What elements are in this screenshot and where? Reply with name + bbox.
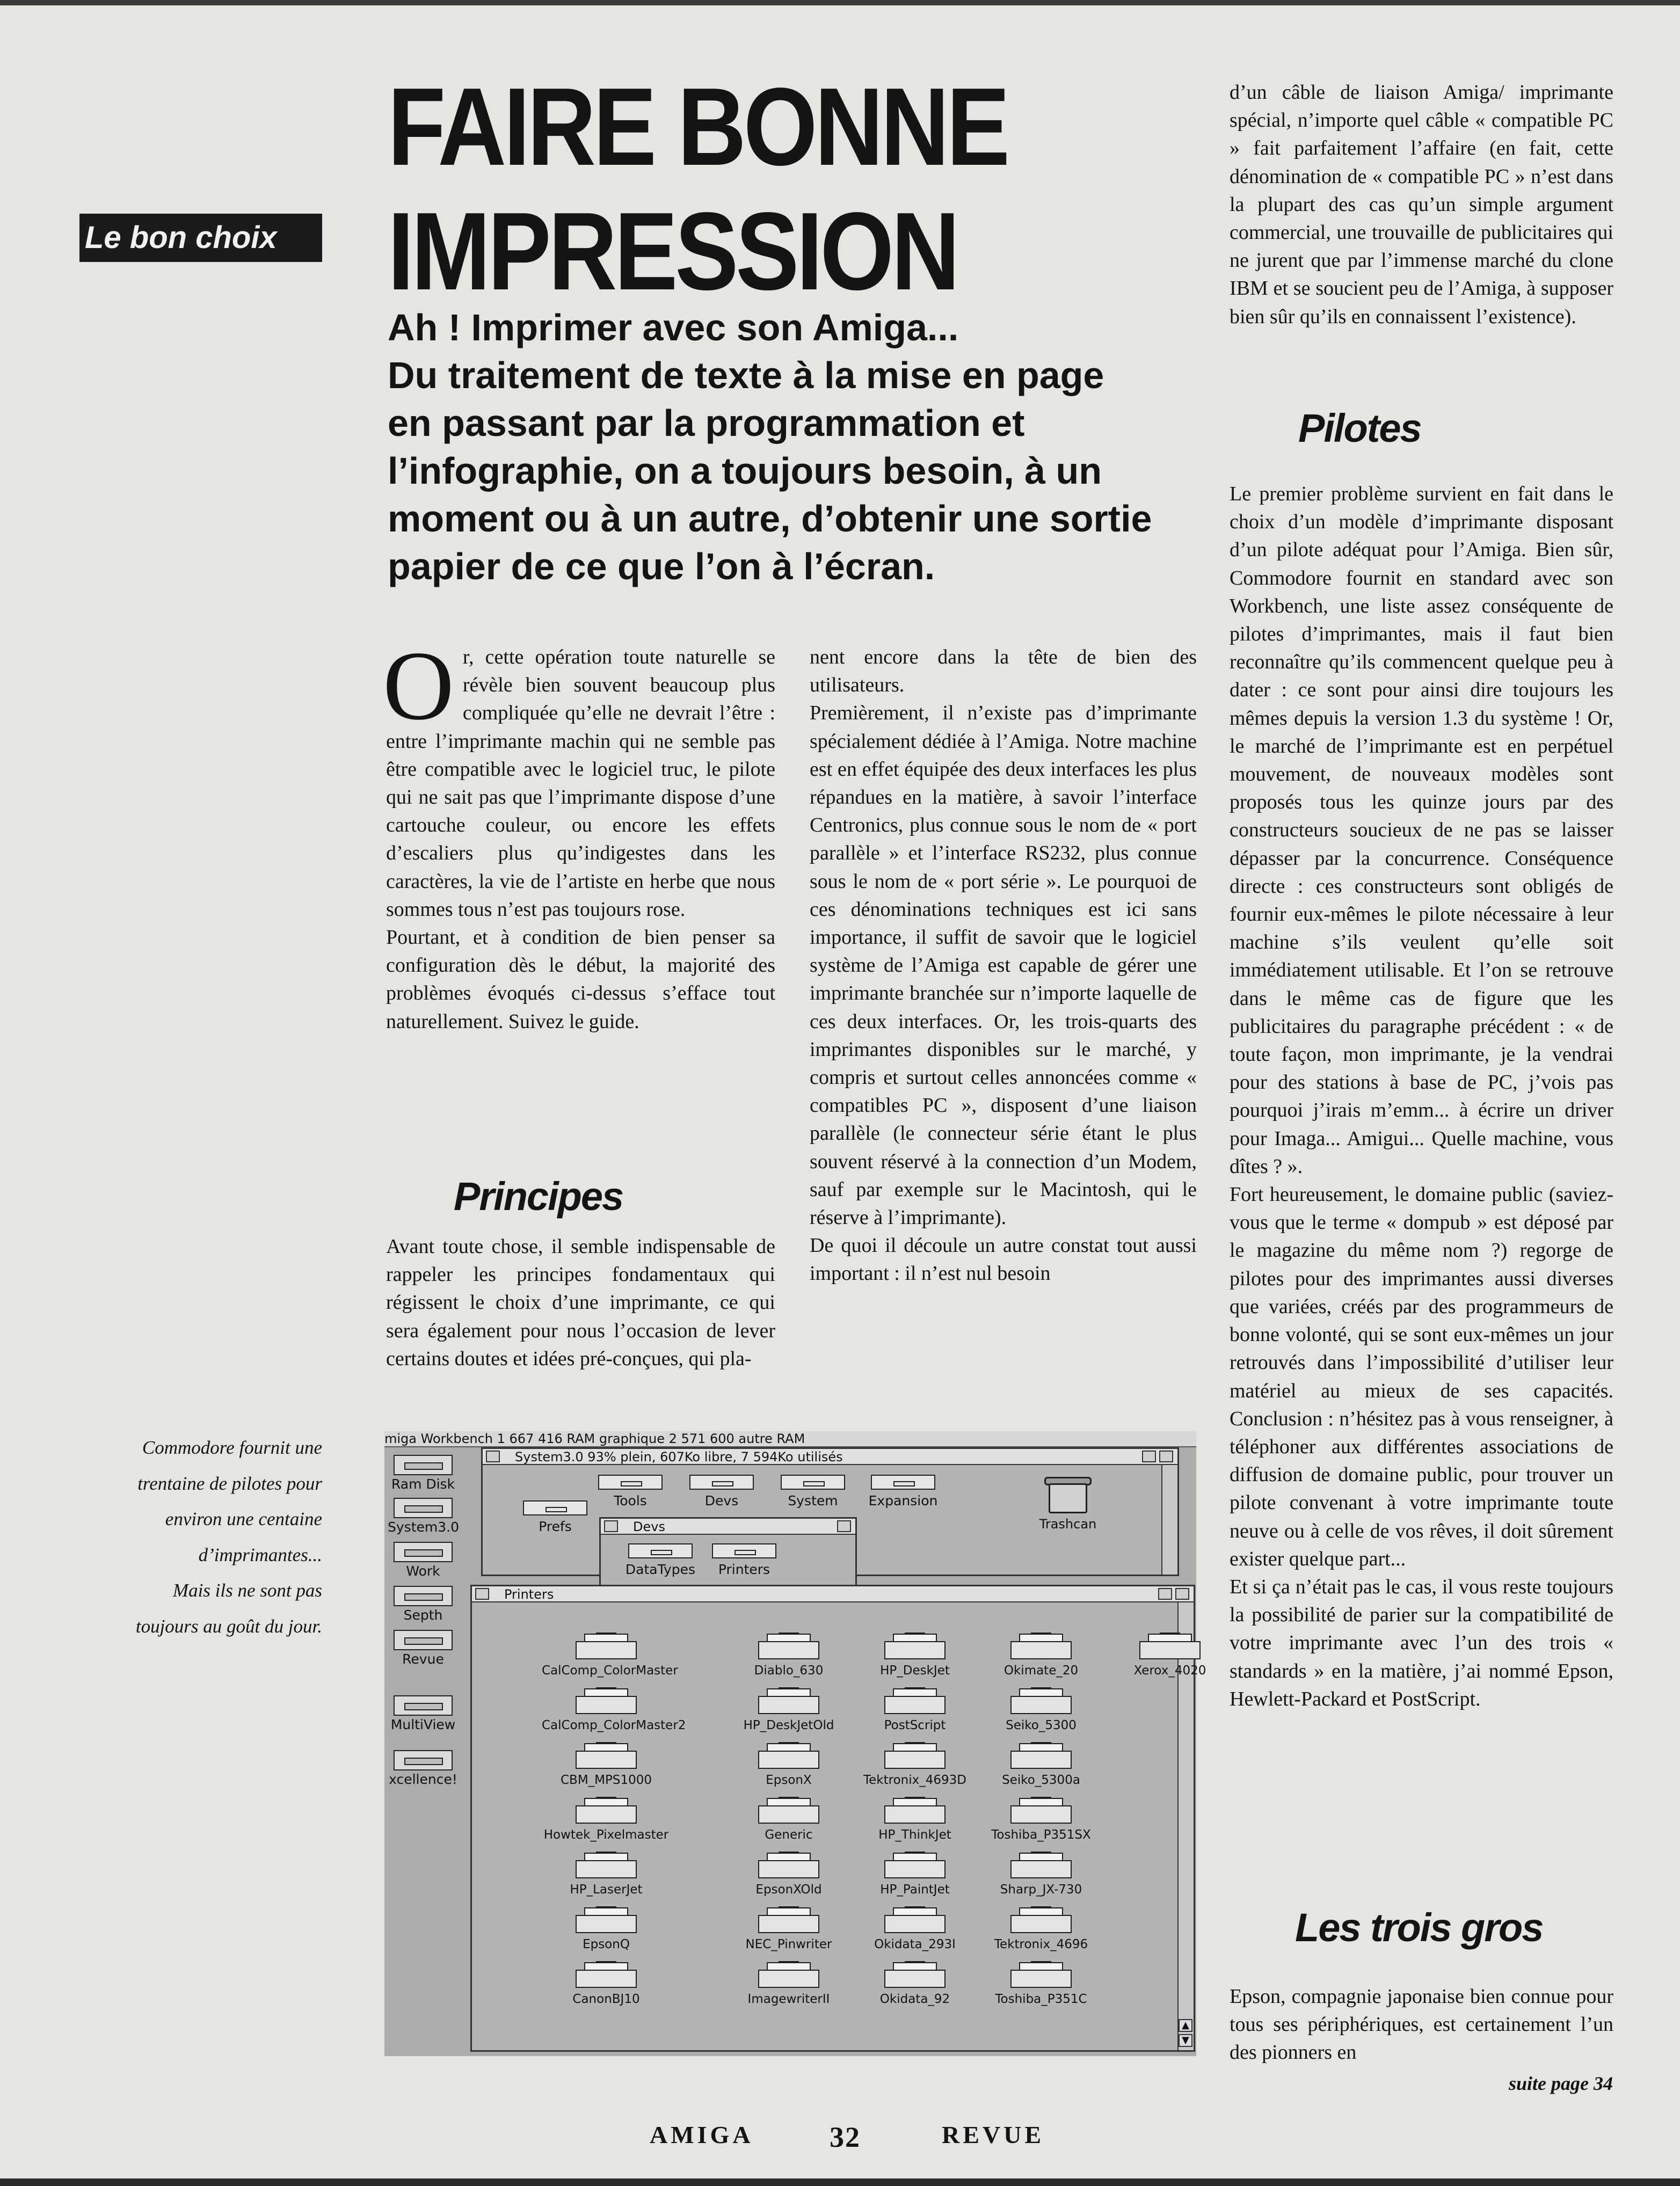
- septh-disk-icon[interactable]: [388, 1586, 459, 1623]
- printer-driver-label: CalComp_ColorMaster: [542, 1664, 678, 1678]
- footer-magazine-right: REVUE: [942, 2121, 1045, 2148]
- printer-icon: [881, 1797, 949, 1826]
- printer-icon: [1007, 1687, 1075, 1716]
- printer-driver-icon[interactable]: [542, 1906, 671, 1951]
- printer-driver-label: EpsonXOld: [755, 1883, 822, 1897]
- caption-line: d’imprimantes...: [198, 1544, 322, 1565]
- drawer-label: DataTypes: [625, 1562, 696, 1577]
- printers-window-title: Printers: [472, 1586, 1194, 1602]
- drawer-label: Expansion: [868, 1493, 938, 1509]
- printer-driver-label: Toshiba_P351C: [995, 1992, 1087, 2006]
- printer-driver-label: CanonBJ10: [572, 1992, 640, 2006]
- printer-driver-label: NEC_Pinwriter: [745, 1937, 832, 1951]
- printer-driver-label: PostScript: [884, 1718, 946, 1732]
- printer-icon: [572, 1687, 640, 1716]
- printer-driver-label: Tektronix_4693D: [863, 1773, 966, 1787]
- work-disk-icon[interactable]: [388, 1542, 459, 1579]
- printer-icon: [1007, 1852, 1075, 1881]
- printer-driver-label: HP_PaintJet: [880, 1883, 950, 1897]
- body-paragraph: Pourtant, et à condition de bien penser sa configuration dès le début, la majorité des problèmes évoqués ci-dessus s’efface tout naturellement. Suivez le guide.: [386, 926, 775, 1033]
- body-paragraph: Epson, compagnie japonaise bien connue pour tous ses périphériques, est certainement l’un des pionners en: [1230, 1985, 1613, 2064]
- printer-driver-label: EpsonQ: [583, 1937, 630, 1951]
- printer-driver-icon[interactable]: [724, 1906, 853, 1951]
- printer-driver-label: HP_ThinkJet: [878, 1828, 951, 1842]
- printer-icon: [572, 1906, 640, 1935]
- drawer-label: Printers: [718, 1562, 770, 1577]
- printer-driver-label: Seiko_5300a: [1002, 1773, 1080, 1787]
- icon-label: Revue: [402, 1651, 444, 1667]
- devs-window-title: Devs: [601, 1519, 855, 1535]
- printer-driver-label: HP_LaserJet: [570, 1883, 643, 1897]
- printer-icon: [755, 1687, 823, 1716]
- headline-line-2: IMPRESSION: [388, 190, 957, 313]
- printer-icon: [572, 1852, 640, 1881]
- expansion-drawer[interactable]: [863, 1475, 943, 1509]
- body-paragraph: Fort heureusement, le domaine public (saviez-vous que le terme « dompub » est déposé par le magazine du même nom ?) regorge de pilotes pour des imprimantes aussi diverses que variées, créés par des programmeurs de bonne volonté, qui se sont eux-mêmes un jour retrouvés dans l’impossibilité d’utiliser leur matériel au mieux de ses capacités. Conclusion : n’hésitez pas à vous renseigner, à téléphoner aux différentes associations de diffusion de domaine public, pour trouver un pilote convenant à votre imprimante toute neuve ou à celle de vos rêves, il doit sûrement exister quelque part...: [1230, 1183, 1613, 1570]
- printer-driver-icon[interactable]: [542, 1852, 671, 1897]
- printer-driver-icon[interactable]: [977, 1852, 1106, 1897]
- printer-driver-label: Seiko_5300: [1006, 1718, 1077, 1732]
- printer-driver-label: CBM_MPS1000: [560, 1773, 652, 1787]
- caption-line: Commodore fournit une: [142, 1437, 322, 1458]
- printer-icon: [755, 1906, 823, 1935]
- body-column-1-continued: [386, 1233, 775, 1373]
- standfirst-line: Ah ! Imprimer avec son Amiga...: [388, 307, 959, 348]
- printer-driver-label: Tektronix_4696: [994, 1937, 1088, 1951]
- icon-label: Septh: [403, 1607, 443, 1623]
- scroll-up-icon[interactable]: ▲: [1179, 2019, 1192, 2032]
- printer-driver-label: HP_DeskJetOld: [743, 1718, 834, 1732]
- printer-icon: [1136, 1633, 1204, 1662]
- body-paragraph: nent encore dans la tête de bien des utilisateurs.: [810, 646, 1197, 697]
- devs-window[interactable]: [599, 1517, 857, 1592]
- printers-drawer[interactable]: [704, 1543, 784, 1577]
- subhead-trois-gros: Les trois gros: [1295, 1905, 1543, 1950]
- devs-drawer[interactable]: [681, 1475, 762, 1509]
- printer-driver-icon[interactable]: [850, 1687, 979, 1732]
- body-paragraph: Premièrement, il n’existe pas d’imprimante spécialement dédiée à l’Amiga. Notre machine est en effet équipée des deux interfaces les plus répandues en la matière, à savoir l’interface Centronics, plus connue sous le nom de « port parallèle » et l’interface RS232, plus connue sous le nom de « port série ». Le pourquoi de ces dénominations techniques est ici sans importance, il suffit de savoir que le logiciel système de l’Amiga est capable de gérer une imprimante branchée sur n’importe laquelle de ces deux interfaces. Or, les trois-quarts des imprimantes disponibles sur le marché, y compris et surtout celles annoncées comme « compatibles PC », disposent d’une liaison parallèle (le connecteur série étant le plus souvent réservé à la connection d’un Modem, sauf par exemple sur le Macintosh, qui le réserve à l’imprimante).: [810, 702, 1197, 1229]
- printer-icon: [1007, 1961, 1075, 1990]
- multiview-icon[interactable]: [388, 1695, 459, 1732]
- body-paragraph: [383, 631, 775, 923]
- standfirst-line: papier de ce que l’on à l’écran.: [388, 545, 935, 587]
- printer-driver-icon[interactable]: [977, 1687, 1106, 1732]
- excellence-icon[interactable]: [388, 1750, 459, 1787]
- system-disk-icon[interactable]: [388, 1498, 459, 1535]
- drawer-label: System: [788, 1493, 838, 1509]
- ram-disk-icon[interactable]: [388, 1455, 459, 1492]
- printer-icon: [1007, 1742, 1075, 1771]
- tools-drawer[interactable]: [590, 1475, 671, 1509]
- body-column-1: [383, 631, 775, 1036]
- icon-label: System3.0: [388, 1519, 459, 1535]
- printer-icon: [1007, 1633, 1075, 1662]
- subhead-principes: Principes: [454, 1174, 623, 1219]
- printer-icon: [755, 1797, 823, 1826]
- paragraph-text: r, cette opération toute naturelle se révèle bien souvent beaucoup plus compliquée qu’elle ne devrait l’être : entre l’imprimante machin qui ne semble pas être compatible avec le logiciel truc, le pilote qui ne sait pas que l’imprimante dispose d’une cartouche couleur, ou encore les effets d’escaliers plus qu’indigestes dans les caractères, la vie de l’artiste en herbe que nous sommes tous n’est pas toujours rose.: [386, 646, 775, 921]
- printer-driver-label: Howtek_Pixelmaster: [543, 1828, 669, 1842]
- printer-driver-label: CalComp_ColorMaster2: [542, 1718, 686, 1732]
- standfirst-line: l’infographie, on a toujours besoin, à un: [388, 450, 1102, 492]
- printer-icon: [572, 1633, 640, 1662]
- prefs-drawer[interactable]: [515, 1500, 595, 1534]
- system-window-scrollbar[interactable]: [1161, 1465, 1177, 1575]
- page-top-edge: [0, 0, 1680, 5]
- printer-driver-icon[interactable]: [724, 1742, 853, 1787]
- close-gadget-icon[interactable]: [604, 1520, 618, 1532]
- figure-caption: [91, 1430, 322, 1644]
- drawer-label: Prefs: [539, 1519, 572, 1534]
- printer-driver-label: Toshiba_P351SX: [991, 1828, 1091, 1842]
- printer-driver-icon[interactable]: [542, 1961, 671, 2006]
- standfirst-line: Du traitement de texte à la mise en page: [388, 354, 1104, 396]
- icon-label: Work: [406, 1563, 440, 1579]
- body-column-2: [810, 643, 1197, 1288]
- caption-line: Mais ils ne sont pas: [172, 1580, 322, 1601]
- drawer-label: Devs: [704, 1493, 739, 1509]
- printer-driver-icon[interactable]: [850, 1906, 979, 1951]
- printer-icon: [1007, 1797, 1075, 1826]
- close-gadget-icon[interactable]: [475, 1588, 489, 1600]
- drawer-label: Tools: [614, 1493, 647, 1509]
- printer-driver-icon[interactable]: [542, 1742, 671, 1787]
- printer-driver-icon[interactable]: [850, 1797, 979, 1842]
- body-column-3-bottom: [1230, 1983, 1613, 2067]
- printer-driver-icon[interactable]: [724, 1687, 853, 1732]
- printer-icon: [755, 1852, 823, 1881]
- page-number: 32: [830, 2121, 861, 2153]
- printer-driver-icon[interactable]: [1106, 1633, 1234, 1678]
- printer-icon: [572, 1742, 640, 1771]
- subhead-pilotes: Pilotes: [1298, 406, 1421, 450]
- printer-icon: [1007, 1906, 1075, 1935]
- standfirst-line: en passant par la programmation et: [388, 402, 1025, 444]
- printer-driver-icon[interactable]: [724, 1961, 853, 2006]
- zoom-gadget-icon[interactable]: [1158, 1588, 1172, 1600]
- screen-titlebar: [384, 1431, 1196, 1447]
- printer-driver-icon[interactable]: [850, 1961, 979, 2006]
- printer-driver-icon[interactable]: [850, 1742, 979, 1787]
- printer-driver-label: Xerox_4020: [1133, 1664, 1206, 1678]
- icon-label: Ram Disk: [391, 1476, 455, 1492]
- standfirst-line: moment ou à un autre, d’obtenir une sortie: [388, 498, 1152, 540]
- body-paragraph: De quoi il découle un autre constat tout aussi important : il n’est nul besoin: [810, 1234, 1197, 1285]
- printer-driver-icon[interactable]: [542, 1687, 686, 1732]
- printer-driver-icon[interactable]: [977, 1961, 1106, 2006]
- printer-icon: [881, 1633, 949, 1662]
- headline: [388, 64, 1007, 314]
- printer-driver-label: Okimate_20: [1003, 1664, 1079, 1678]
- printer-icon: [881, 1742, 949, 1771]
- printer-driver-icon[interactable]: [542, 1797, 671, 1842]
- printers-window[interactable]: [470, 1585, 1206, 2052]
- printer-icon: [755, 1961, 823, 1990]
- workbench-screenshot: [384, 1431, 1206, 2056]
- body-paragraph: Avant toute chose, il semble indispensable de rappeler les principes fondamentaux qui régissent le choix d’une imprimante, ce qui sera également pour nous l’occasion de lever certains doutes et idées pré-conçues, qui pla-: [386, 1235, 775, 1370]
- icon-label: xcellence!: [389, 1772, 457, 1787]
- page-bottom-edge: [0, 2178, 1680, 2186]
- caption-line: trentaine de pilotes pour: [137, 1473, 322, 1494]
- datatypes-drawer[interactable]: [620, 1543, 701, 1577]
- body-paragraph: d’un câble de liaison Amiga/ imprimante spécial, n’importe quel câble « compatible PC » fait parfaitement l’affaire (en fait, cette dénomination de « compatible PC » n’est dans la plupart des cas qu’un simple argument commercial, une trouvaille de publicitaires qui ne jurent que par l’immense marché du clone IBM et se soucient peu de l’Amiga, à supposer bien sûr qu’ils en connaissent l’existence).: [1230, 81, 1613, 328]
- printer-icon: [755, 1633, 823, 1662]
- trashcan-label: Trashcan: [1039, 1517, 1097, 1532]
- standfirst: [388, 304, 1193, 591]
- printer-driver-label: ImagewriterII: [747, 1992, 830, 2006]
- printer-driver-label: Diablo_630: [754, 1664, 824, 1678]
- printer-driver-icon[interactable]: [850, 1852, 979, 1897]
- footer-magazine-left: AMIGA: [650, 2121, 754, 2148]
- depth-gadget-icon[interactable]: [1175, 1588, 1189, 1600]
- printer-driver-label: Generic: [765, 1828, 813, 1842]
- printer-driver-label: EpsonX: [766, 1773, 812, 1787]
- printer-icon: [572, 1961, 640, 1990]
- printer-driver-icon[interactable]: [724, 1633, 853, 1678]
- system-window-title: System3.0 93% plein, 607Ko libre, 7 594Ko utilisés: [483, 1449, 1177, 1465]
- printer-icon: [881, 1852, 949, 1881]
- depth-gadget-icon[interactable]: [837, 1520, 851, 1532]
- body-column-3-top: [1230, 78, 1613, 331]
- printer-driver-icon[interactable]: [977, 1797, 1106, 1842]
- printer-icon: [881, 1961, 949, 1990]
- drop-cap: O: [383, 631, 454, 740]
- zoom-gadget-icon[interactable]: [1142, 1451, 1156, 1462]
- printer-driver-icon[interactable]: [724, 1797, 853, 1842]
- printer-driver-label: Okidata_92: [879, 1992, 950, 2006]
- screen-title: miga Workbench 1 667 416 RAM graphique 2 571 600 autre RAM: [384, 1431, 805, 1446]
- icon-label: MultiView: [390, 1717, 456, 1732]
- body-paragraph: Le premier problème survient en fait dans le choix d’un modèle d’imprimante disposant d’un pilote adéquat pour l’Amiga. Bien sûr, Commodore fournit en standard avec son Workbench, une liste assez conséquente de pilotes d’imprimantes, mais il faut bien reconnaître qu’ils commencent quelque peu à dater : ce sont pour ainsi dire toujours les mêmes depuis la version 1.3 du système ! Or, le marché de l’imprimante est en perpétuel mouvement, de nouveaux modèles sont proposés tous les quinze jours par des constructeurs soucieux de ne pas se laisser dépasser par la concurrence. Conséquence directe : ces constructeurs sont obligés de fournir eux-mêmes le pilote nécessaire à leur machine s’ils veulent qu’elle soit immédiatement utilisable. Et l’on se retrouve dans le même cas de figure que les publicitaires du paragraphe précédent : « de toute façon, mon imprimante, je la vendrai pour des stations à base de PC, j’vois pas pourquoi j’irais m’emm... à écrire un driver pour Imaga... Amigui... Quelle machine, vous dîtes ? ».: [1230, 483, 1613, 1178]
- system-drawer[interactable]: [773, 1475, 853, 1509]
- printer-icon: [755, 1742, 823, 1771]
- body-paragraph: Et si ça n’était pas le cas, il vous reste toujours la possibilité de parier sur la compatibilité de votre imprimante avec l’un des trois « standards » en la matière, j’ai nommé Epson, Hewlett-Packard et PostScript.: [1230, 1575, 1613, 1710]
- printer-driver-icon[interactable]: [850, 1633, 979, 1678]
- printer-driver-label: Okidata_293I: [874, 1937, 956, 1951]
- printer-driver-icon[interactable]: [977, 1742, 1106, 1787]
- printer-driver-icon[interactable]: [977, 1906, 1106, 1951]
- body-column-3-middle: [1230, 480, 1613, 1713]
- printer-icon: [572, 1797, 640, 1826]
- printer-icon: [881, 1906, 949, 1935]
- caption-line: environ une centaine: [165, 1509, 322, 1529]
- close-gadget-icon[interactable]: [486, 1451, 500, 1462]
- revue-disk-icon[interactable]: [388, 1630, 459, 1667]
- printer-driver-label: Sharp_JX-730: [1000, 1883, 1082, 1897]
- printer-driver-icon[interactable]: [724, 1852, 853, 1897]
- printer-driver-icon[interactable]: [977, 1633, 1106, 1678]
- headline-line-1: FAIRE BONNE: [388, 65, 1007, 188]
- section-kicker: Le bon choix: [79, 214, 322, 262]
- printer-driver-label: HP_DeskJet: [880, 1664, 950, 1678]
- printer-icon: [881, 1687, 949, 1716]
- caption-line: toujours au goût du jour.: [135, 1615, 322, 1637]
- scroll-down-icon[interactable]: ▼: [1179, 2034, 1192, 2047]
- trashcan-icon[interactable]: [1030, 1477, 1106, 1532]
- depth-gadget-icon[interactable]: [1159, 1451, 1173, 1462]
- continued-note: suite page 34: [1509, 2073, 1613, 2094]
- printer-driver-icon[interactable]: [542, 1633, 678, 1678]
